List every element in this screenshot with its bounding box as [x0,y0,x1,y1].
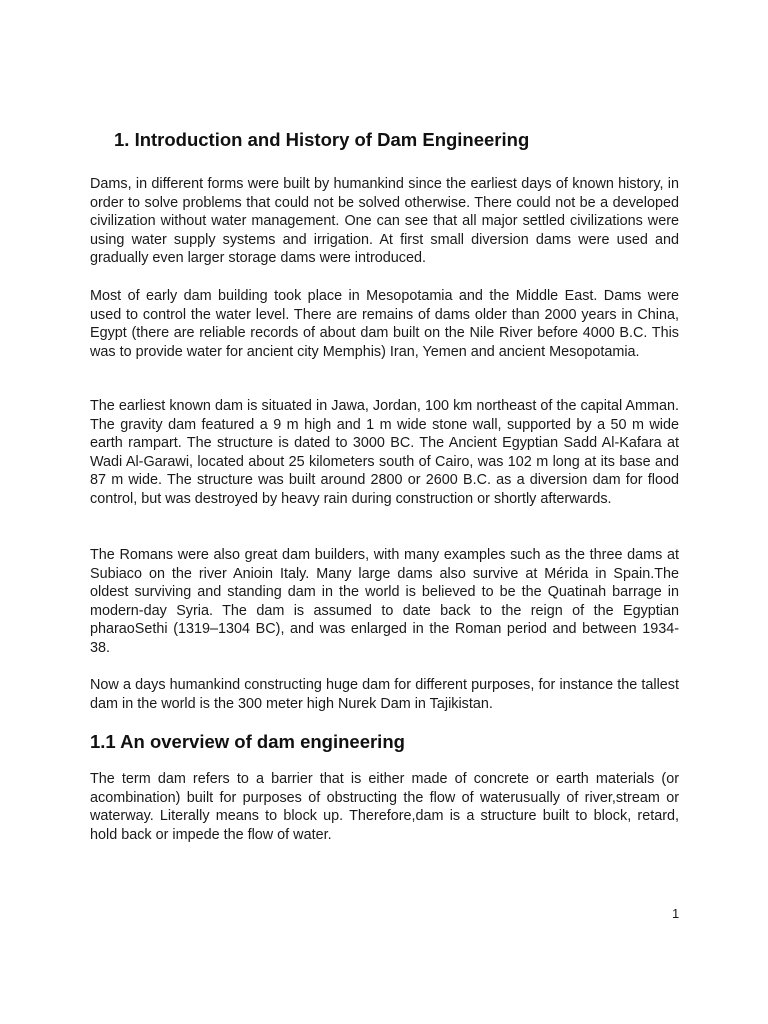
paragraph-dam-definition: The term dam refers to a barrier that is either made of concrete or earth materials (or acombination) built for purposes of obstructing the flow of waterusually of river,stream or waterway. Literally means to block up. Therefore,dam is a structure built to block, retard, hold back or impede the flow of water. [90,771,679,843]
paragraph-modern-dams: Now a days humankind constructing huge dam for different purposes, for instance the tallest dam in the world is the 300 meter high Nurek Dam in Tajikistan. [90,677,679,712]
page-number: 1 [672,906,680,921]
subsection-heading: 1.1 An overview of dam engineering [90,731,405,752]
paragraph-dams-history: Dams, in different forms were built by humankind since the earliest days of known history, in order to solve problems that could not be solved otherwise. There could not be a developed civilization without water management. One can see that all major settled civilizations were using water supply systems and irrigation. At first small diversion dams were used and gradually even larger storage dams were introduced. [90,176,679,267]
section-heading: 1. Introduction and History of Dam Engineering [114,129,530,150]
document-page [90,0,679,1024]
paragraph-early-dam-building: Most of early dam building took place in Mesopotamia and the Middle East. Dams were used to control the water level. There are remains of dams older than 2000 years in China, Egypt (there are reliable records of about dam built on the Nile River before 4000 B.C. This was to provide water for ancient city Memphis) Iran, Yemen and ancient Mesopotamia. [90,288,679,360]
paragraph-earliest-known-dam: The earliest known dam is situated in Jawa, Jordan, 100 km northeast of the capital Amman. The gravity dam featured a 9 m high and 1 m wide stone wall, supported by a 50 m wide earth rampart. The structure is dated to 3000 BC. The Ancient Egyptian Sadd Al-Kafara at Wadi Al-Garawi, located about 25 kilometers south of Cairo, was 102 m long at its base and 87 m wide. The structure was built around 2800 or 2600 B.C. as a diversion dam for flood control, but was destroyed by heavy rain during construction or shortly afterwards. [90,398,679,507]
paragraph-romans: The Romans were also great dam builders, with many examples such as the three dams at Subiaco on the river Anioin Italy. Many large dams also survive at Mérida in Spain.The oldest surviving and standing dam in the world is believed to be the Quatinah barrage in modern-day Syria. The dam is assumed to date back to the reign of the Egyptian pharaoSethi (1319–1304 BC), and was enlarged in the Roman period and between 1934-38. [90,547,679,656]
